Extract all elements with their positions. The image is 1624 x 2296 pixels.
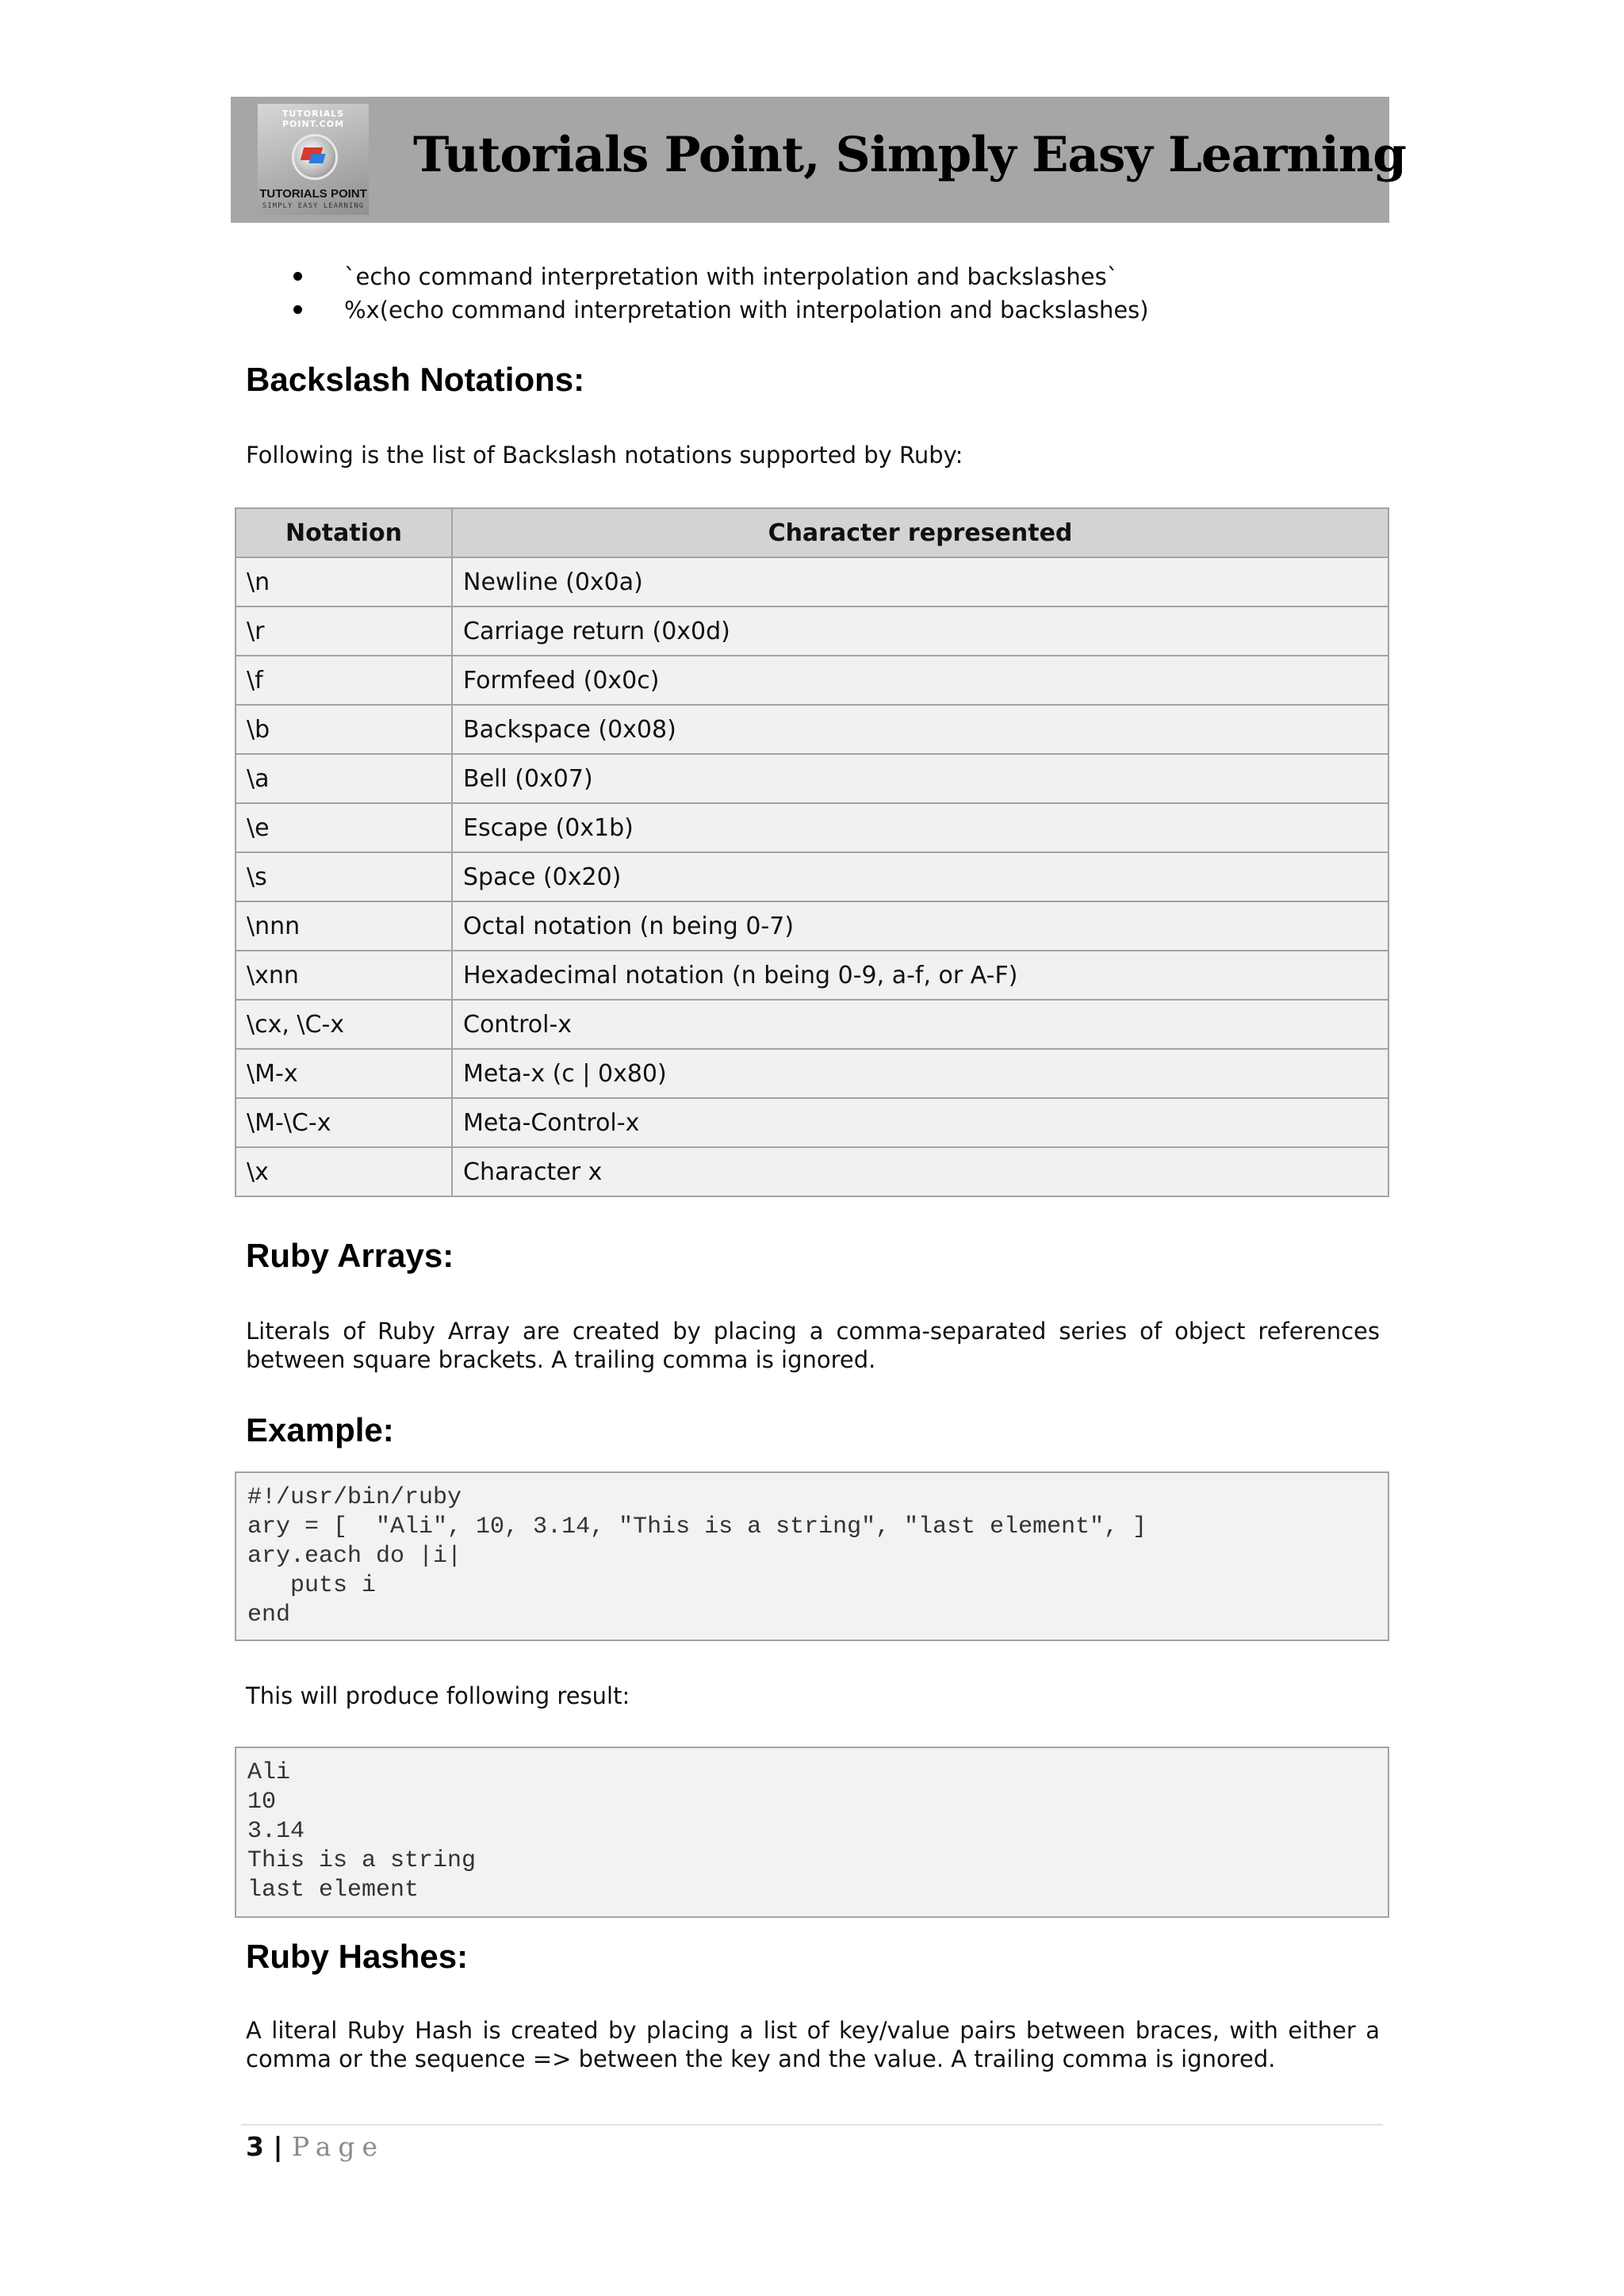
backslash-table [235, 507, 1389, 1197]
page-number: 3 [246, 2131, 264, 2162]
hashes-heading: Ruby Hashes: [246, 1938, 469, 1975]
footer-divider [241, 2124, 1383, 2126]
notation-cell: \xnn [236, 951, 452, 1000]
result-intro: This will produce following result: [246, 1682, 630, 1709]
character-cell: Backspace (0x08) [452, 705, 1388, 754]
logo-tagline: SIMPLY EASY LEARNING [262, 202, 365, 210]
table-row [236, 656, 1388, 705]
arrays-text: Literals of Ruby Array are created by placing a comma-separated series of object references between square brackets. A trailing comma is ignored. [246, 1318, 1380, 1373]
table-row [236, 951, 1388, 1000]
character-cell: Newline (0x0a) [452, 557, 1388, 607]
logo-ring-text: TUTORIALS POINT.COM [282, 109, 345, 129]
hashes-text: A literal Ruby Hash is created by placing a list of key/value pairs between braces, with either a comma or the sequence => between the key and the value. A trailing comma is ignored. [246, 2017, 1380, 2072]
character-cell: Carriage return (0x0d) [452, 607, 1388, 656]
character-cell: Octal notation (n being 0-7) [452, 901, 1388, 951]
notation-cell: \n [236, 557, 452, 607]
table-row [236, 607, 1388, 656]
arrays-heading: Ruby Arrays: [246, 1237, 454, 1274]
notation-cell: \b [236, 705, 452, 754]
page-label: Page [292, 2131, 385, 2162]
footer-separator: | [263, 2131, 292, 2162]
tutorialspoint-logo [258, 104, 369, 215]
table-row [236, 1098, 1388, 1147]
example-heading: Example: [246, 1411, 394, 1448]
notation-cell: \f [236, 656, 452, 705]
character-cell: Character x [452, 1147, 1388, 1196]
notation-cell: \cx, \C-x [236, 1000, 452, 1049]
bullet-item: `echo command interpretation with interpolation and backslashes` [293, 260, 1149, 293]
character-cell: Meta-x (c | 0x80) [452, 1049, 1388, 1098]
notation-cell: \r [236, 607, 452, 656]
bullet-item: %x(echo command interpretation with interpolation and backslashes) [293, 293, 1149, 327]
notation-cell: \a [236, 754, 452, 803]
notation-cell: \M-\C-x [236, 1098, 452, 1147]
character-cell: Hexadecimal notation (n being 0-9, a-f, or A-F) [452, 951, 1388, 1000]
table-header-row [236, 508, 1388, 557]
character-cell: Formfeed (0x0c) [452, 656, 1388, 705]
header-title: Tutorials Point, Simply Easy Learning [413, 127, 1406, 183]
table-body [236, 557, 1388, 1196]
logo-brand: TUTORIALS POINT [259, 187, 367, 201]
column-header: Notation [236, 508, 452, 557]
table-row [236, 803, 1388, 852]
backslash-intro: Following is the list of Backslash notations supported by Ruby: [246, 442, 963, 469]
table-row [236, 754, 1388, 803]
notation-cell: \e [236, 803, 452, 852]
table-row [236, 852, 1388, 901]
column-header: Character represented [452, 508, 1388, 557]
table-row [236, 557, 1388, 607]
notation-cell: \x [236, 1147, 452, 1196]
backslash-heading: Backslash Notations: [246, 361, 585, 398]
notation-cell: \nnn [236, 901, 452, 951]
logo-emblem-icon [292, 134, 338, 180]
character-cell: Space (0x20) [452, 852, 1388, 901]
table-row [236, 1049, 1388, 1098]
table-row [236, 901, 1388, 951]
table-row [236, 705, 1388, 754]
table-row [236, 1000, 1388, 1049]
character-cell: Bell (0x07) [452, 754, 1388, 803]
table-row [236, 1147, 1388, 1196]
output-block: Ali 10 3.14 This is a string last element [235, 1747, 1389, 1918]
notation-cell: \M-x [236, 1049, 452, 1098]
notation-cell: \s [236, 852, 452, 901]
bullet-list [293, 260, 1149, 327]
code-block: #!/usr/bin/ruby ary = [ "Ali", 10, 3.14, "This is a string", "last element", ] ary.each do |i| puts i end [235, 1471, 1389, 1641]
page-header [231, 97, 1406, 223]
character-cell: Escape (0x1b) [452, 803, 1388, 852]
character-cell: Meta-Control-x [452, 1098, 1388, 1147]
character-cell: Control-x [452, 1000, 1388, 1049]
page-footer [246, 2131, 385, 2162]
